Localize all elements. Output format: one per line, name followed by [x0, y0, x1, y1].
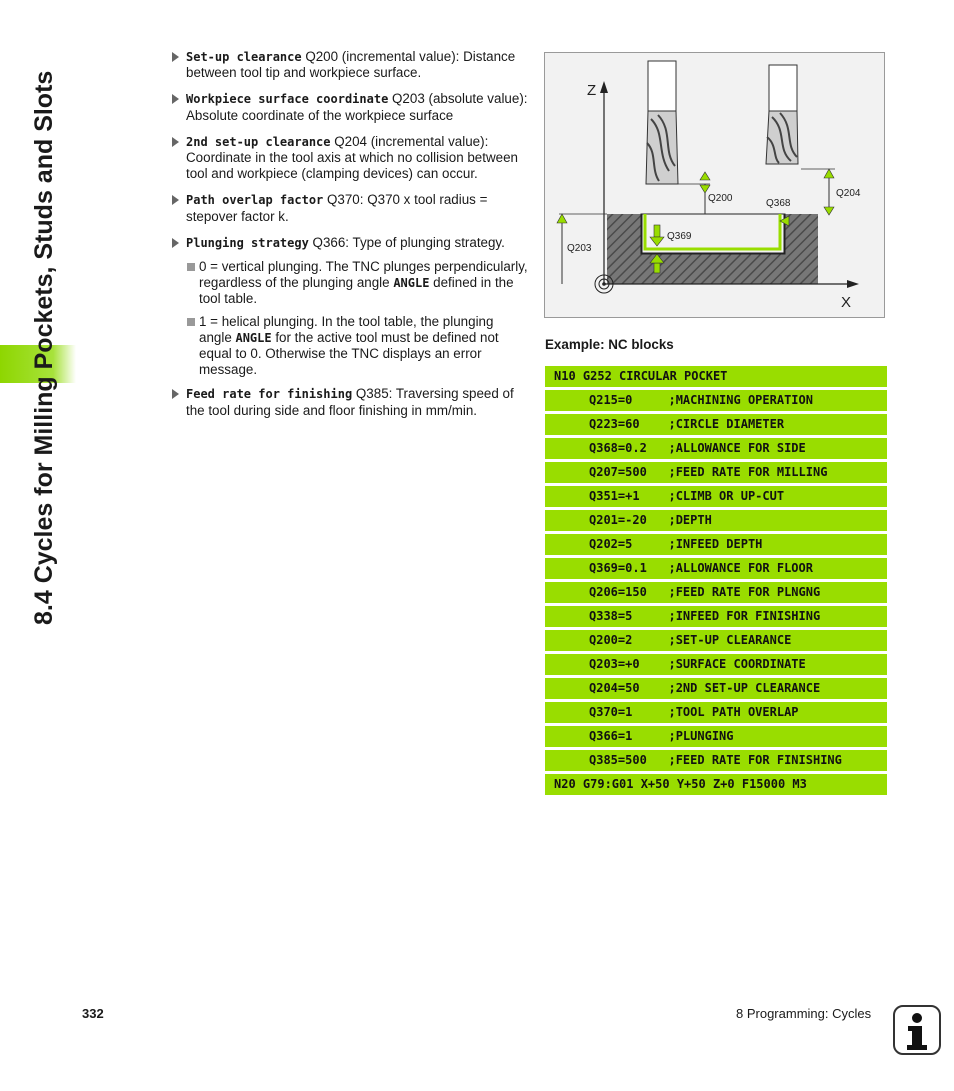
- param-item: [172, 235, 528, 251]
- sub-text-post: for the active tool must be defined not equal to 0. Otherwise the TNC displays an error message.: [199, 329, 499, 378]
- param-item: [172, 386, 528, 418]
- q204-label: Q204: [836, 188, 861, 199]
- nc-block-row: Q207=500 ;FEED RATE FOR MILLING: [545, 462, 887, 483]
- nc-block-row: Q369=0.1 ;ALLOWANCE FOR FLOOR: [545, 558, 887, 579]
- z-axis-label: Z: [587, 82, 597, 99]
- q204-arrow-up-icon: [824, 169, 834, 178]
- milling-tool-right: [766, 65, 798, 164]
- param-item: [172, 192, 528, 224]
- sub-code: ANGLE: [235, 330, 272, 345]
- nc-block-row: Q202=5 ;INFEED DEPTH: [545, 534, 887, 555]
- nc-block-row: N10 G252 CIRCULAR POCKET: [545, 366, 887, 387]
- param-name: Plunging strategy: [186, 235, 309, 250]
- q204-arrow-down-icon: [824, 207, 834, 215]
- q200-arrow-up-icon: [700, 172, 710, 180]
- triangle-bullet-icon: [172, 137, 179, 147]
- example-title: Example: NC blocks: [545, 337, 674, 352]
- param-desc: Q203 (absolute value): Absolute coordinate of the workpiece surface: [186, 91, 528, 123]
- q368-label: Q368: [766, 198, 791, 209]
- nc-block-row: Q351=+1 ;CLIMB OR UP-CUT: [545, 486, 887, 507]
- side-title: [22, 55, 62, 625]
- nc-block-row: Q368=0.2 ;ALLOWANCE FOR SIDE: [545, 438, 887, 459]
- nc-block-row: Q370=1 ;TOOL PATH OVERLAP: [545, 702, 887, 723]
- square-bullet-icon: [187, 263, 195, 271]
- pocket-diagram: [544, 52, 885, 318]
- param-name: Path overlap factor: [186, 193, 324, 208]
- nc-block-row: Q338=5 ;INFEED FOR FINISHING: [545, 606, 887, 627]
- sub-code: ANGLE: [393, 276, 430, 291]
- param-name: Set-up clearance: [186, 50, 302, 64]
- sub-text-post: defined in the tool table.: [199, 275, 514, 307]
- nc-block-row: Q204=50 ;2ND SET-UP CLEARANCE: [545, 678, 887, 699]
- milling-tool-left: [646, 61, 678, 184]
- parameter-list: [172, 49, 528, 429]
- triangle-bullet-icon: [172, 94, 179, 104]
- z-axis-arrow-icon: [600, 81, 608, 93]
- param-item: [172, 49, 528, 81]
- triangle-bullet-icon: [172, 195, 179, 205]
- q200-label: Q200: [708, 193, 733, 204]
- q200-arrow-down-icon: [700, 185, 710, 193]
- param-desc: Q366: Type of plunging strategy.: [308, 234, 505, 250]
- nc-block-row: Q206=150 ;FEED RATE FOR PLNGNG: [545, 582, 887, 603]
- param-name: Workpiece surface coordinate: [186, 92, 389, 107]
- param-name: 2nd set-up clearance: [186, 134, 331, 149]
- q203-arrow-up-icon: [557, 214, 567, 223]
- sub-text-pre: 0 = vertical plunging. The TNC plunges perpendicularly, regardless of the plunging angle: [199, 259, 528, 291]
- q369-label: Q369: [667, 231, 692, 242]
- nc-block-row: Q200=2 ;SET-UP CLEARANCE: [545, 630, 887, 651]
- triangle-bullet-icon: [172, 389, 179, 399]
- x-axis-label: X: [841, 294, 852, 311]
- nc-block-row: Q366=1 ;PLUNGING: [545, 726, 887, 747]
- param-desc: Q204 (incremental value): Coordinate in the tool axis at which no collision between tool and workpiece (clamping devices) can occur.: [186, 133, 518, 182]
- nc-block-row: Q223=60 ;CIRCLE DIAMETER: [545, 414, 887, 435]
- square-bullet-icon: [187, 318, 195, 326]
- triangle-bullet-icon: [172, 52, 179, 62]
- info-icon: [893, 1005, 941, 1055]
- triangle-bullet-icon: [172, 238, 179, 248]
- nc-block-row: Q201=-20 ;DEPTH: [545, 510, 887, 531]
- nc-block-row: Q203=+0 ;SURFACE COORDINATE: [545, 654, 887, 675]
- x-axis-arrow-icon: [847, 280, 859, 288]
- sub-text-pre: 1 = helical plunging. In the tool table, the plunging angle: [199, 313, 494, 345]
- param-item: [172, 91, 528, 123]
- param-desc: Q385: Traversing speed of the tool during side and floor finishing in mm/min.: [186, 386, 514, 418]
- param-name: Feed rate for finishing: [186, 387, 353, 402]
- pocket-diagram-svg: [545, 53, 884, 317]
- q203-label: Q203: [567, 243, 592, 254]
- param-desc: Q370: Q370 x tool radius = stepover factor k.: [186, 192, 488, 224]
- side-title-text: 8.4 Cycles for Milling Pockets, Studs and Slots: [30, 70, 58, 625]
- page-number: 332: [82, 1006, 104, 1021]
- nc-block-row: Q215=0 ;MACHINING OPERATION: [545, 390, 887, 411]
- param-desc: Q200 (incremental value): Distance between tool tip and workpiece surface.: [186, 49, 516, 81]
- sub-item: [172, 314, 528, 379]
- sub-item: [172, 259, 528, 308]
- chapter-footer: 8 Programming: Cycles: [736, 1006, 872, 1021]
- nc-block-row: N20 G79:G01 X+50 Y+50 Z+0 F15000 M3: [545, 774, 887, 795]
- param-item: [172, 134, 528, 183]
- nc-block-row: Q385=500 ;FEED RATE FOR FINISHING: [545, 750, 887, 771]
- nc-block-list: [545, 366, 887, 798]
